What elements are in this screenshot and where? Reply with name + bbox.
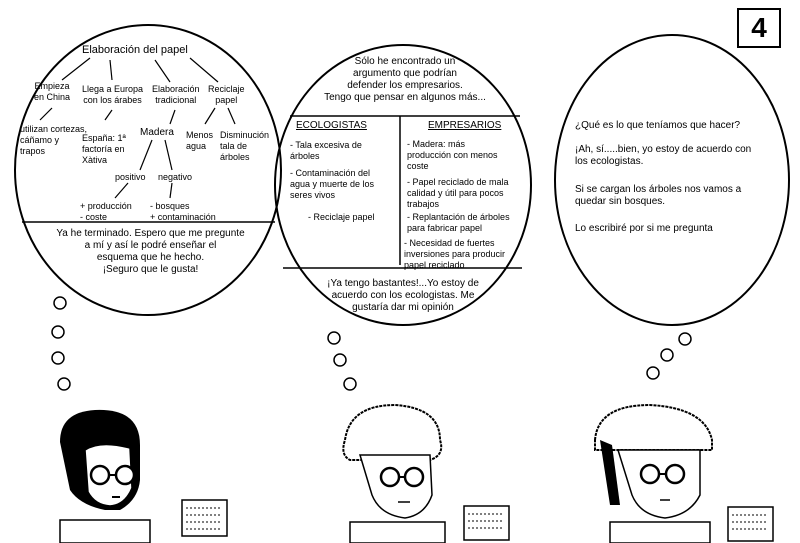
ecologistas-item: - Reciclaje papel [308, 212, 375, 222]
node-espana: España: 1ª factoría en Xàtiva [82, 133, 126, 165]
middle-intro-text: Sólo he encontrado un argumento que podrían defender los empresarios. Tengo que pensar en algunos más... [324, 56, 486, 103]
right-line-1: ¿Qué es lo que teníamos que hacer? [575, 120, 741, 131]
left-trail-circle [52, 326, 64, 338]
right-line-3: Si se cargan los árboles nos vamos a quedar sin bosques. [575, 184, 742, 207]
page-number: 4 [737, 8, 781, 48]
ecologistas-heading: ECOLOGISTAS [296, 120, 367, 131]
right-trail-circle [647, 367, 659, 379]
negative-items: - bosques + contaminación [150, 201, 216, 222]
right-thought-bubble [555, 35, 789, 325]
left-trail-circle [58, 378, 70, 390]
middle-paper-icon [464, 506, 509, 540]
left-speech-text: Ya he terminado. Espero que me pregunte a mí y así le podré enseñar el esquema que he hecho. ¡Seguro que le gusta! [56, 228, 245, 275]
ecologistas-item: - Contaminación del agua y muerte de los seres vivos [290, 168, 375, 200]
node-menos-agua: Menos agua [186, 130, 214, 151]
node-europa: Llega a Europa con los árabes [82, 84, 144, 105]
middle-speech-text: ¡Ya tengo bastantes!...Yo estoy de acuerdo con los ecologistas. Me gustaría dar mi opinión [327, 278, 479, 313]
middle-trail-circle [334, 354, 346, 366]
ecologistas-item: - Tala excesiva de árboles [290, 140, 362, 161]
empresarios-item: - Replantación de árboles para fabricar papel [407, 212, 510, 233]
node-reciclaje: Reciclaje papel [208, 84, 245, 105]
middle-trail-circle [344, 378, 356, 390]
empresarios-item: - Necesidad de fuertes inversiones para producir papel reciclado [404, 238, 506, 270]
left-character [60, 410, 150, 543]
right-character [595, 405, 712, 543]
node-madera: Madera [140, 127, 174, 138]
empresarios-heading: EMPRESARIOS [428, 120, 502, 131]
right-trail-circle [679, 333, 691, 345]
node-china: Empieza en China [34, 81, 71, 102]
left-paper-icon [182, 500, 227, 536]
left-trail-circle [54, 297, 66, 309]
right-trail-circle [661, 349, 673, 361]
left-trail-circle [52, 352, 64, 364]
node-negativo: negativo [158, 172, 193, 182]
right-paper-icon [728, 507, 773, 541]
right-line-2: ¡Ah, sí.....bien, yo estoy de acuerdo con los ecologistas. [575, 144, 752, 167]
middle-character [343, 405, 445, 543]
empresarios-item: - Madera: más producción con menos coste [407, 139, 498, 171]
node-utilizan: utilizan cortezas, cáñamo y trapos [20, 124, 88, 156]
empresarios-item: - Papel reciclado de mala calidad y útil para pocos trabajos [407, 177, 509, 209]
concept-map-title: Elaboración del papel [82, 44, 188, 56]
positive-items: + producción - coste [80, 201, 132, 222]
node-positivo: positivo [115, 172, 146, 182]
middle-trail-circle [328, 332, 340, 344]
node-tradicional: Elaboración tradicional [152, 84, 200, 105]
node-disminucion: Disminución tala de árboles [220, 130, 270, 162]
right-line-4: Lo escribiré por si me pregunta [575, 223, 713, 234]
